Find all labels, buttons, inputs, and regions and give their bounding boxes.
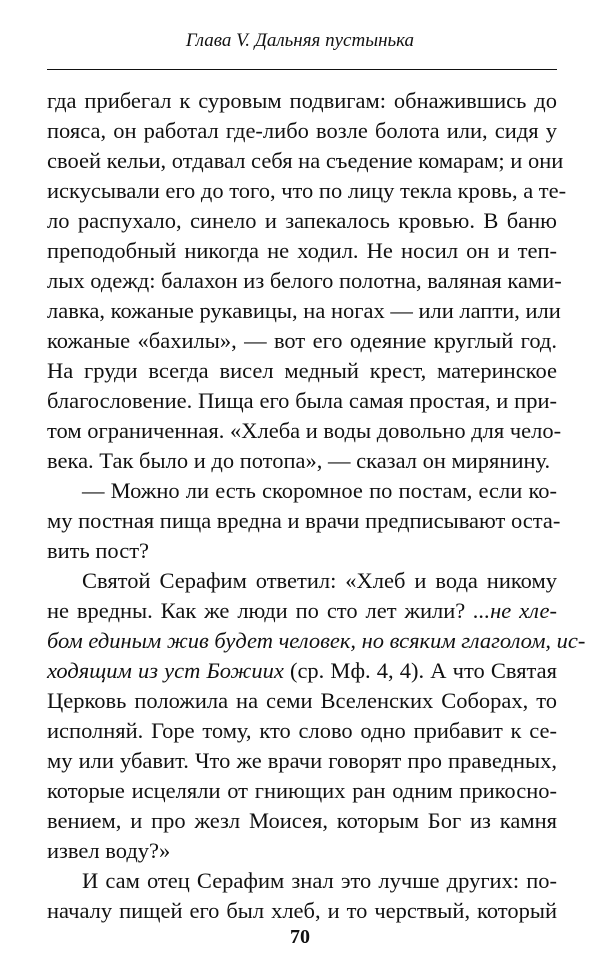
text-run: вением, и про жезл Моисея, которым Бог из камня <box>47 808 557 833</box>
text-line <box>47 626 586 656</box>
text-line <box>47 656 557 686</box>
text-line <box>47 386 557 416</box>
text-line <box>47 896 557 926</box>
header-rule <box>47 69 557 70</box>
text-run: преподобный никогда не ходил. Не носил он и теп- <box>47 238 557 263</box>
italic-quote: бом единым жив будет человек, но всяким глаголом, ис- <box>47 628 586 653</box>
page-number: 70 <box>290 926 310 948</box>
text-line <box>47 146 564 176</box>
text-run: том ограниченная. «Хлеба и воды довольно для чело- <box>47 418 562 443</box>
text-line <box>47 746 557 776</box>
text-line <box>47 866 557 896</box>
text-run: пояса, он работал где-либо возле болота или, сидя у <box>47 118 557 143</box>
text-line <box>47 176 567 206</box>
text-line <box>47 476 557 506</box>
text-run: ло распухало, синело и запекалось кровью. В баню <box>47 208 557 233</box>
text-line <box>47 296 561 326</box>
text-run: Церковь положила на семи Вселенских Соборах, то <box>47 688 557 713</box>
text-run: извел воду?» <box>47 838 171 863</box>
text-run: не вредны. Как же люди по сто лет жили? <box>47 598 474 623</box>
text-run: которые исцеляли от гниющих ран одним прикосно- <box>47 778 557 803</box>
text-line <box>47 206 557 236</box>
text-run: И сам отец Серафим знал это лучше других: по- <box>82 868 557 893</box>
text-line <box>47 86 557 116</box>
text-run: лавка, кожаные рукавицы, на ногах — или лапти, или <box>47 298 561 323</box>
text-line <box>47 356 557 386</box>
text-run: началу пищей его был хлеб, и то черствый, который <box>47 898 557 923</box>
text-line <box>47 116 557 146</box>
text-line <box>47 536 557 566</box>
text-run: века. Так было и до потопа», — сказал он мирянину. <box>47 448 551 473</box>
text-run: Святой Серафим ответил: «Хлеб и вода никому <box>82 568 557 593</box>
italic-quote: ...не хле- <box>473 598 557 623</box>
running-header: Глава V. Дальняя пустынька <box>185 30 415 51</box>
text-line <box>47 596 557 626</box>
text-line <box>47 446 557 476</box>
text-line <box>47 266 562 296</box>
text-run: (ср. Мф. 4, 4). А что Святая <box>283 658 557 683</box>
text-line <box>47 566 557 596</box>
text-line <box>47 806 557 836</box>
text-run: гда прибегал к суровым подвигам: обнажившись до <box>47 88 557 113</box>
text-run: своей кельи, отдавал себя на съедение комарам; и они <box>47 148 564 173</box>
body-text <box>47 86 586 926</box>
text-run: кожаные «бахилы», — вот его одеяние круглый год. <box>47 328 557 353</box>
text-run: лых одежд: балахон из белого полотна, валяная ками- <box>47 268 562 293</box>
text-run: вить пост? <box>47 538 150 563</box>
text-run: На груди всегда висел медный крест, материнское <box>47 358 557 383</box>
text-line <box>47 836 557 866</box>
text-line <box>47 326 557 356</box>
text-run: — Можно ли есть скоромное по постам, если ко- <box>82 478 557 503</box>
text-line <box>47 416 562 446</box>
text-line <box>47 716 557 746</box>
text-run: исполняй. Горе тому, кто слово одно прибавит к се- <box>47 718 557 743</box>
text-run: благословение. Пища его была самая простая, и при- <box>47 388 557 413</box>
text-run: му постная пища вредна и врачи предписывают оста- <box>47 508 561 533</box>
text-run: му или убавит. Что же врачи говорят про праведных, <box>47 748 557 773</box>
text-line <box>47 236 557 266</box>
text-line <box>47 506 561 536</box>
italic-quote: ходящим из уст Божиих <box>47 658 284 683</box>
text-run: искусывали его до того, что по лицу текла кровь, а те- <box>47 178 567 203</box>
text-line <box>47 776 557 806</box>
text-line <box>47 686 557 716</box>
